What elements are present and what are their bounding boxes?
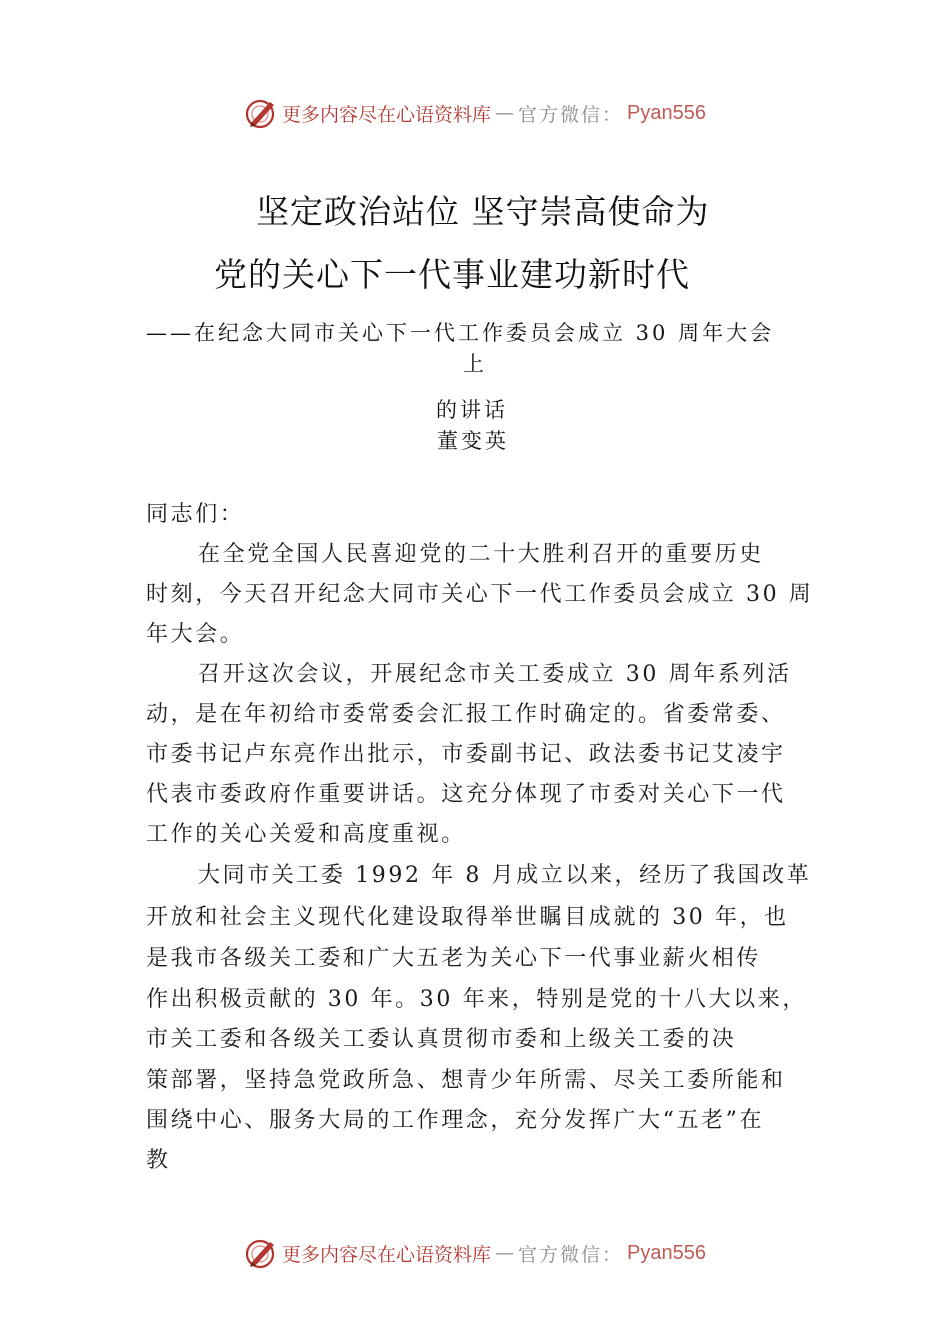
document-subtitle-line-3: 的讲话 xyxy=(436,398,508,422)
banner-text: 更多内容尽在心语资料库 xyxy=(282,1243,492,1266)
pen-logo-icon xyxy=(244,1236,278,1270)
body-line: 年大会。 xyxy=(146,622,245,647)
body-line: 代表市委政府作重要讲话。这充分体现了市委对关心下一代 xyxy=(146,782,786,807)
banner-wechat-id: Pyan556 xyxy=(627,1241,706,1264)
document-author: 董变英 xyxy=(437,429,509,453)
body-line: 策部署，坚持急党政所急、想青少年所需、尽关工委所能和 xyxy=(146,1068,786,1093)
body-line: 围绕中心、服务大局的工作理念，充分发挥广大“五老”在 xyxy=(146,1108,765,1133)
body-line: 教 xyxy=(146,1148,171,1173)
body-line: 开放和社会主义现代化建设取得举世瞩目成就的 30 年，也 xyxy=(146,905,789,930)
banner-wechat-id: Pyan556 xyxy=(627,101,706,124)
footer-watermark-banner xyxy=(0,1233,950,1273)
document-subtitle-line-2: 上 xyxy=(463,352,487,376)
document-title-line-2: 党的关心下一代事业建功新时代 xyxy=(214,255,690,294)
banner-separator: — xyxy=(495,1242,515,1264)
body-line: 同志们： xyxy=(146,502,245,527)
document-title-line-1: 坚定政治站位 坚守崇高使命为 xyxy=(256,192,710,231)
body-line: 时刻，今天召开纪念大同市关心下一代工作委员会成立 30 周 xyxy=(146,582,814,607)
body-line: 召开这次会议，开展纪念市关工委成立 30 周年系列活 xyxy=(198,662,792,687)
body-line: 工作的关心关爱和高度重视。 xyxy=(146,822,466,847)
banner-text: 更多内容尽在心语资料库 xyxy=(282,103,492,126)
body-line: 大同市关工委 1992 年 8 月成立以来，经历了我国改革 xyxy=(198,863,812,888)
body-line: 市委书记卢东亮作出批示，市委副书记、政法委书记艾凌宇 xyxy=(146,742,786,767)
banner-separator: — xyxy=(495,102,515,124)
document-subtitle-line-1: ——在纪念大同市关心下一代工作委员会成立 30 周年大会 xyxy=(146,321,775,345)
body-line: 市关工委和各级关工委认真贯彻市委和上级关工委的决 xyxy=(146,1027,737,1052)
pen-logo-icon xyxy=(244,96,278,130)
body-line: 在全党全国人民喜迎党的二十大胜利召开的重要历史 xyxy=(198,542,764,567)
header-watermark-banner xyxy=(0,93,950,133)
body-line: 是我市各级关工委和广大五老为关心下一代事业薪火相传 xyxy=(146,946,762,971)
banner-wechat-label: 官方微信： xyxy=(518,103,624,126)
body-line: 作出积极贡献的 30 年。30 年来，特别是党的十八大以来， xyxy=(146,987,807,1012)
body-line: 动，是在年初给市委常委会汇报工作时确定的。省委常委、 xyxy=(146,702,786,727)
banner-wechat-label: 官方微信： xyxy=(518,1243,624,1266)
